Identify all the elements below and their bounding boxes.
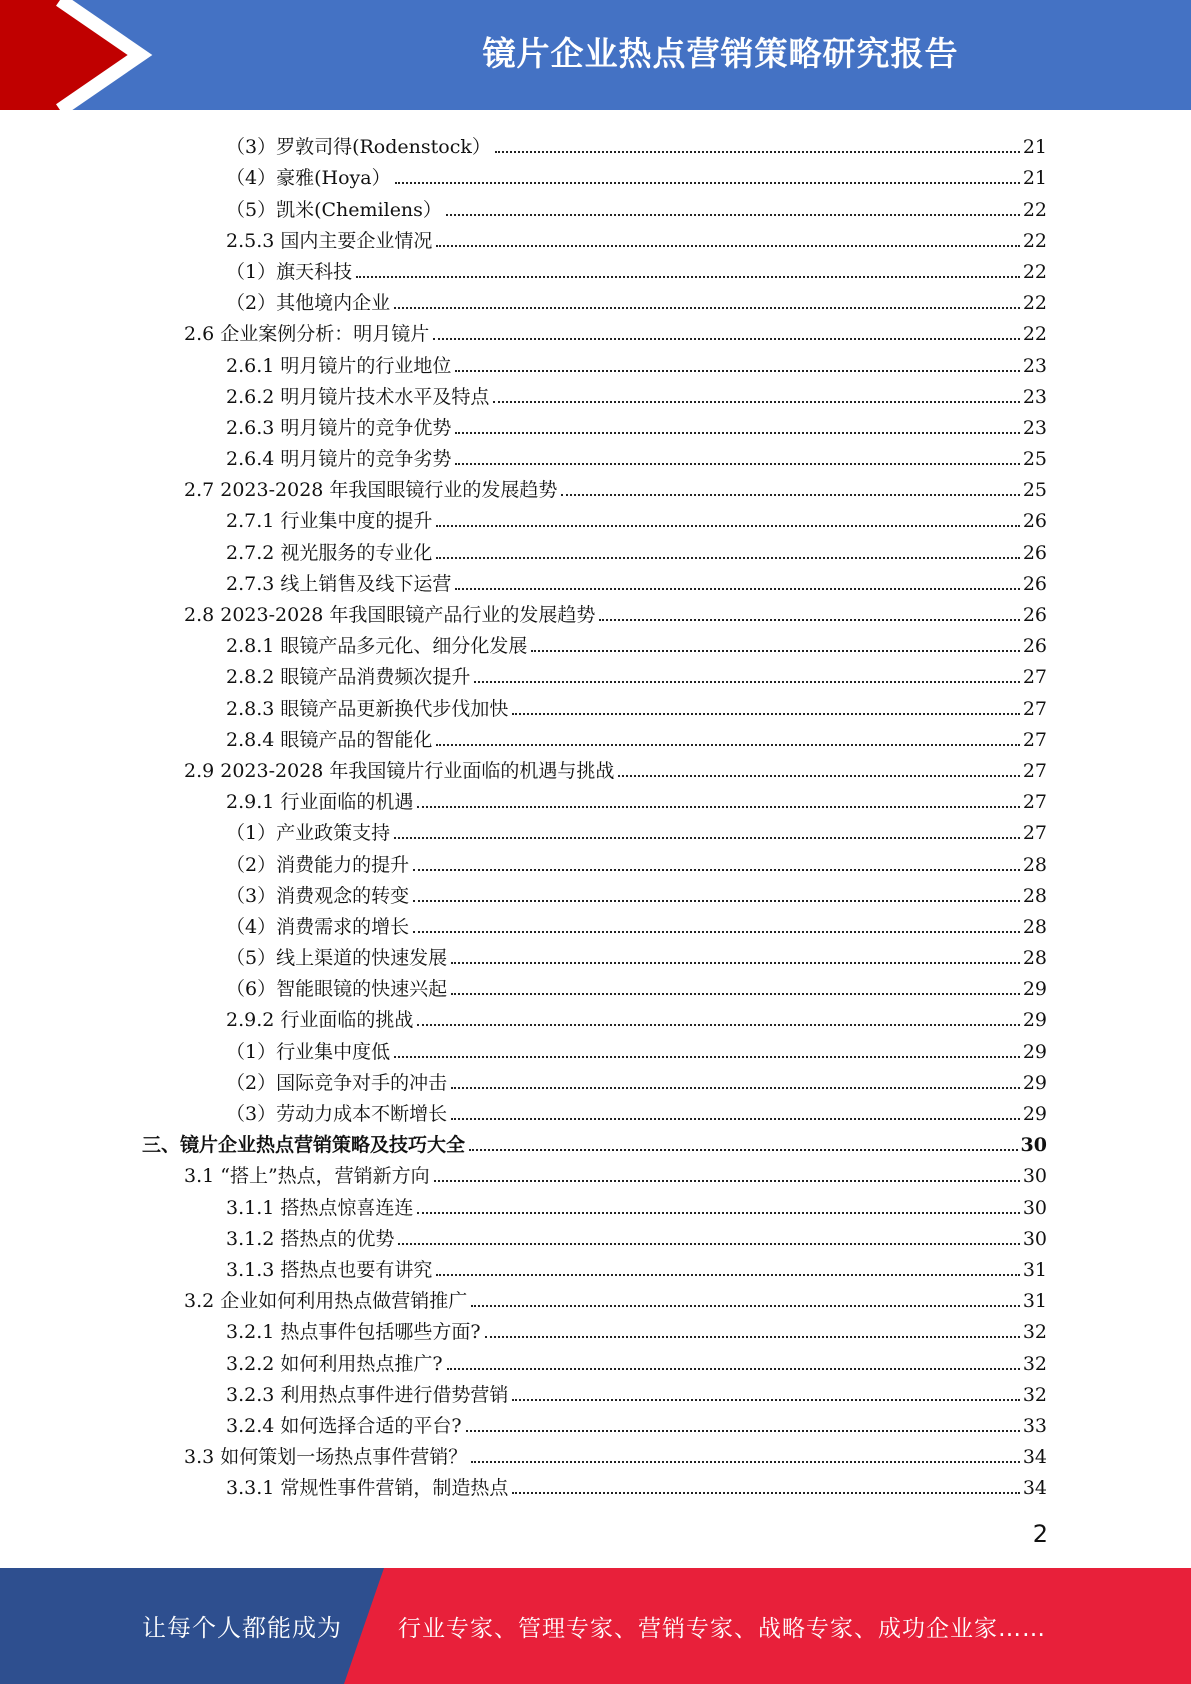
toc-entry[interactable] xyxy=(0,314,1191,345)
toc-dot-leader xyxy=(434,1180,1020,1182)
toc-entry[interactable] xyxy=(0,782,1191,813)
toc-entry-page: 32 xyxy=(1022,1321,1047,1344)
header-banner xyxy=(0,0,1191,110)
toc-entry-page: 29 xyxy=(1022,1103,1047,1125)
toc-entry[interactable] xyxy=(0,1281,1191,1312)
toc-entry-page: 27 xyxy=(1022,759,1047,782)
toc-entry[interactable] xyxy=(0,158,1191,189)
toc-entry[interactable] xyxy=(0,813,1191,844)
toc-entry-title: 2.9.1 行业面临的机遇 xyxy=(226,791,414,814)
toc-entry[interactable] xyxy=(0,252,1191,283)
toc-entry-title: 3.2.3 利用热点事件进行借势营销 xyxy=(226,1383,509,1406)
toc-dot-leader xyxy=(446,214,1020,216)
toc-entry-page: 21 xyxy=(1022,167,1047,190)
toc-entry-title: 2.6.3 明月镜片的竞争优势 xyxy=(226,416,452,439)
toc-entry[interactable] xyxy=(0,1375,1191,1406)
toc-entry[interactable] xyxy=(0,345,1191,376)
toc-entry-title: 2.6.1 明月镜片的行业地位 xyxy=(226,354,452,377)
toc-entry-page: 32 xyxy=(1022,1383,1047,1406)
toc-dot-leader xyxy=(451,1118,1020,1120)
toc-entry[interactable] xyxy=(0,1125,1191,1156)
toc-dot-leader xyxy=(394,307,1020,309)
toc-dot-leader xyxy=(451,1087,1020,1089)
toc-dot-leader xyxy=(618,775,1019,777)
toc-dot-leader xyxy=(413,869,1020,871)
toc-entry-title: （1）行业集中度低 xyxy=(226,1040,391,1063)
toc-entry-page: 22 xyxy=(1022,260,1047,283)
toc-dot-leader xyxy=(436,744,1019,746)
toc-dot-leader xyxy=(417,1212,1019,1214)
toc-dot-leader xyxy=(436,1274,1019,1276)
toc-entry-title: （6）智能眼镜的快速兴起 xyxy=(226,978,448,1001)
toc-entry-page: 26 xyxy=(1022,541,1047,564)
toc-entry-title: 2.7.1 行业集中度的提升 xyxy=(226,510,433,533)
toc-entry[interactable] xyxy=(0,1000,1191,1031)
toc-entry[interactable] xyxy=(0,1219,1191,1250)
toc-entry[interactable] xyxy=(0,1312,1191,1343)
toc-dot-leader xyxy=(512,713,1019,715)
toc-entry-page: 25 xyxy=(1022,479,1047,502)
toc-entry-page: 27 xyxy=(1022,697,1047,720)
toc-dot-leader xyxy=(471,1461,1020,1463)
toc-dot-leader xyxy=(455,463,1019,465)
footer-slogan-right: 行业专家、管理专家、营销专家、战略专家、成功企业家…… xyxy=(398,1616,1046,1642)
toc-dot-leader xyxy=(455,432,1019,434)
toc-entry[interactable] xyxy=(0,127,1191,158)
toc-entry-page: 30 xyxy=(1022,1165,1047,1188)
toc-entry-page: 30 xyxy=(1020,1134,1047,1157)
toc-entry-title: 3.3 如何策划一场热点事件营销？ xyxy=(184,1446,468,1469)
toc-entry-page: 34 xyxy=(1022,1477,1047,1500)
toc-dot-leader xyxy=(447,1368,1020,1370)
toc-entry-title: （1）产业政策支持 xyxy=(226,822,391,845)
page-number: 2 xyxy=(1032,1520,1048,1548)
toc-entry[interactable] xyxy=(0,1250,1191,1281)
toc-entry-page: 27 xyxy=(1022,666,1047,689)
toc-entry-title: 3.1.3 搭热点也要有讲究 xyxy=(226,1258,433,1281)
toc-dot-leader xyxy=(417,1024,1019,1026)
toc-dot-leader xyxy=(413,900,1020,902)
toc-dot-leader xyxy=(436,557,1019,559)
toc-entry-page: 29 xyxy=(1022,978,1047,1001)
toc-entry-title: 2.8.3 眼镜产品更新换代步伐加快 xyxy=(226,697,509,720)
toc-dot-leader xyxy=(398,1243,1019,1245)
toc-entry-title: 3.1.2 搭热点的优势 xyxy=(226,1227,395,1250)
toc-entry-page: 29 xyxy=(1022,1009,1047,1032)
toc-entry-page: 25 xyxy=(1022,448,1047,471)
toc-entry-title: 3.1.1 搭热点惊喜连连 xyxy=(226,1196,414,1219)
toc-entry[interactable] xyxy=(0,1094,1191,1125)
toc-entry-page: 33 xyxy=(1022,1414,1047,1437)
toc-entry[interactable] xyxy=(0,720,1191,751)
toc-dot-leader xyxy=(395,182,1020,184)
toc-entry-title: （2）国际竞争对手的冲击 xyxy=(226,1071,448,1094)
toc-entry-page: 27 xyxy=(1022,822,1047,845)
toc-entry-title: （2）其他境内企业 xyxy=(226,292,391,315)
toc-entry-page: 30 xyxy=(1022,1196,1047,1219)
toc-dot-leader xyxy=(451,962,1020,964)
toc-dot-leader xyxy=(356,276,1020,278)
toc-entry[interactable] xyxy=(0,657,1191,688)
toc-entry-page: 22 xyxy=(1022,292,1047,315)
toc-entry[interactable] xyxy=(0,844,1191,875)
toc-dot-leader xyxy=(451,993,1020,995)
toc-entry-title: （4）豪雅(Hoya） xyxy=(226,167,391,190)
toc-entry[interactable] xyxy=(0,1468,1191,1499)
toc-entry-title: 3.2 企业如何利用热点做营销推广 xyxy=(184,1290,468,1313)
toc-dot-leader xyxy=(469,1149,1018,1151)
toc-entry-page: 27 xyxy=(1022,728,1047,751)
toc-entry-page: 32 xyxy=(1022,1352,1047,1375)
toc-dot-leader xyxy=(531,650,1019,652)
toc-dot-leader xyxy=(394,837,1020,839)
toc-entry[interactable] xyxy=(0,377,1191,408)
toc-entry[interactable] xyxy=(0,907,1191,938)
toc-dot-leader xyxy=(495,151,1020,153)
toc-entry-page: 34 xyxy=(1022,1446,1047,1469)
toc-entry-page: 26 xyxy=(1022,604,1047,626)
toc-entry-page: 23 xyxy=(1022,416,1047,439)
toc-entry[interactable] xyxy=(0,1063,1191,1094)
toc-entry-page: 29 xyxy=(1022,1071,1047,1094)
table-of-contents xyxy=(0,127,1191,1499)
toc-entry-title: 3.3.1 常规性事件营销，制造热点 xyxy=(226,1477,509,1500)
toc-entry-title: 2.6.4 明月镜片的竞争劣势 xyxy=(226,448,452,471)
toc-entry-title: 2.8.2 眼镜产品消费频次提升 xyxy=(226,666,471,689)
toc-entry-title: （2）消费能力的提升 xyxy=(226,853,410,876)
report-title: 镜片企业热点营销策略研究报告 xyxy=(482,34,959,73)
toc-entry[interactable] xyxy=(0,751,1191,782)
toc-entry[interactable] xyxy=(0,439,1191,470)
toc-entry[interactable] xyxy=(0,408,1191,439)
toc-entry-title: 2.5.3 国内主要企业情况 xyxy=(226,229,433,252)
toc-dot-leader xyxy=(599,619,1019,621)
toc-dot-leader xyxy=(561,494,1019,496)
toc-entry-page: 29 xyxy=(1022,1040,1047,1063)
toc-entry-page: 22 xyxy=(1022,323,1047,346)
toc-entry-page: 31 xyxy=(1022,1258,1047,1281)
footer-banner xyxy=(0,1568,1191,1684)
toc-entry-title: （5）线上渠道的快速发展 xyxy=(226,947,448,970)
toc-entry[interactable] xyxy=(0,969,1191,1000)
toc-entry-title: 2.9.2 行业面临的挑战 xyxy=(226,1009,414,1032)
toc-entry[interactable] xyxy=(0,1437,1191,1468)
footer-slogan-left: 让每个人都能成为 xyxy=(142,1614,342,1642)
toc-entry-title: 2.7.3 线上销售及线下运营 xyxy=(226,572,452,595)
toc-entry[interactable] xyxy=(0,626,1191,657)
toc-dot-leader xyxy=(455,370,1019,372)
toc-entry-title: （3）消费观念的转变 xyxy=(226,884,410,907)
toc-entry-page: 30 xyxy=(1022,1227,1047,1250)
toc-entry[interactable] xyxy=(0,1343,1191,1374)
toc-dot-leader xyxy=(512,1492,1019,1494)
toc-entry[interactable] xyxy=(0,189,1191,220)
toc-entry-title: 2.6.2 明月镜片技术水平及特点 xyxy=(226,385,490,408)
toc-entry-title: 3.2.1 热点事件包括哪些方面? xyxy=(226,1321,481,1344)
toc-entry[interactable] xyxy=(0,1031,1191,1062)
toc-dot-leader xyxy=(485,1336,1020,1338)
toc-dot-leader xyxy=(471,1305,1020,1307)
toc-entry-title: （1）旗天科技 xyxy=(226,260,353,283)
toc-entry-page: 28 xyxy=(1022,884,1047,907)
toc-entry[interactable] xyxy=(0,688,1191,719)
toc-entry[interactable] xyxy=(0,938,1191,969)
toc-entry[interactable] xyxy=(0,470,1191,501)
toc-dot-leader xyxy=(466,1430,1020,1432)
toc-dot-leader xyxy=(417,806,1019,808)
toc-entry-title: （4）消费需求的增长 xyxy=(226,915,410,938)
toc-entry[interactable] xyxy=(0,221,1191,252)
toc-entry-page: 28 xyxy=(1022,853,1047,876)
toc-entry[interactable] xyxy=(0,876,1191,907)
toc-entry[interactable] xyxy=(0,595,1191,626)
toc-entry-page: 28 xyxy=(1022,947,1047,970)
toc-dot-leader xyxy=(474,681,1019,683)
toc-entry-page: 27 xyxy=(1022,791,1047,814)
toc-entry-title: 3.2.2 如何利用热点推广? xyxy=(226,1352,443,1375)
toc-entry-title: 2.7 2023-2028 年我国眼镜行业的发展趋势 xyxy=(184,479,558,502)
toc-entry-title: 2.6 企业案例分析：明月镜片 xyxy=(184,323,430,346)
toc-dot-leader xyxy=(433,338,1020,340)
toc-entry[interactable] xyxy=(0,1187,1191,1218)
toc-entry-page: 21 xyxy=(1022,136,1047,159)
toc-entry-title: 三、镜片企业热点营销策略及技巧大全 xyxy=(142,1134,466,1157)
toc-entry[interactable] xyxy=(0,1406,1191,1437)
toc-entry-title: 2.8 2023-2028 年我国眼镜产品行业的发展趋势 xyxy=(184,604,596,626)
toc-dot-leader xyxy=(512,1399,1019,1401)
toc-entry-title: 3.1 “搭上”热点，营销新方向 xyxy=(184,1165,430,1188)
toc-dot-leader xyxy=(493,401,1019,403)
toc-entry-page: 23 xyxy=(1022,385,1047,408)
toc-entry-page: 26 xyxy=(1022,510,1047,533)
toc-entry-page: 31 xyxy=(1022,1290,1047,1313)
toc-entry-title: 2.8.1 眼镜产品多元化、细分化发展 xyxy=(226,635,528,658)
toc-dot-leader xyxy=(436,245,1019,247)
toc-entry[interactable] xyxy=(0,564,1191,595)
toc-entry[interactable] xyxy=(0,501,1191,532)
toc-entry-title: 2.7.2 视光服务的专业化 xyxy=(226,541,433,564)
toc-entry[interactable] xyxy=(0,283,1191,314)
toc-entry-title: （5）凯米(Chemilens） xyxy=(226,198,442,221)
toc-entry-title: 2.9 2023-2028 年我国镜片行业面临的机遇与挑战 xyxy=(184,759,615,782)
toc-dot-leader xyxy=(436,525,1019,527)
toc-entry-page: 26 xyxy=(1022,635,1047,658)
toc-entry[interactable] xyxy=(0,1156,1191,1187)
toc-dot-leader xyxy=(413,931,1020,933)
toc-entry-title: 3.2.4 如何选择合适的平台? xyxy=(226,1414,462,1437)
toc-dot-leader xyxy=(455,588,1019,590)
toc-entry-page: 28 xyxy=(1022,915,1047,938)
toc-dot-leader xyxy=(394,1056,1020,1058)
toc-entry-page: 23 xyxy=(1022,354,1047,377)
toc-entry-page: 22 xyxy=(1022,229,1047,252)
toc-entry-title: （3）劳动力成本不断增长 xyxy=(226,1103,448,1125)
toc-entry-page: 26 xyxy=(1022,572,1047,595)
toc-entry-page: 22 xyxy=(1022,198,1047,221)
toc-entry-title: 2.8.4 眼镜产品的智能化 xyxy=(226,728,433,751)
toc-entry[interactable] xyxy=(0,532,1191,563)
toc-entry-title: （3）罗敦司得(Rodenstock） xyxy=(226,136,491,159)
